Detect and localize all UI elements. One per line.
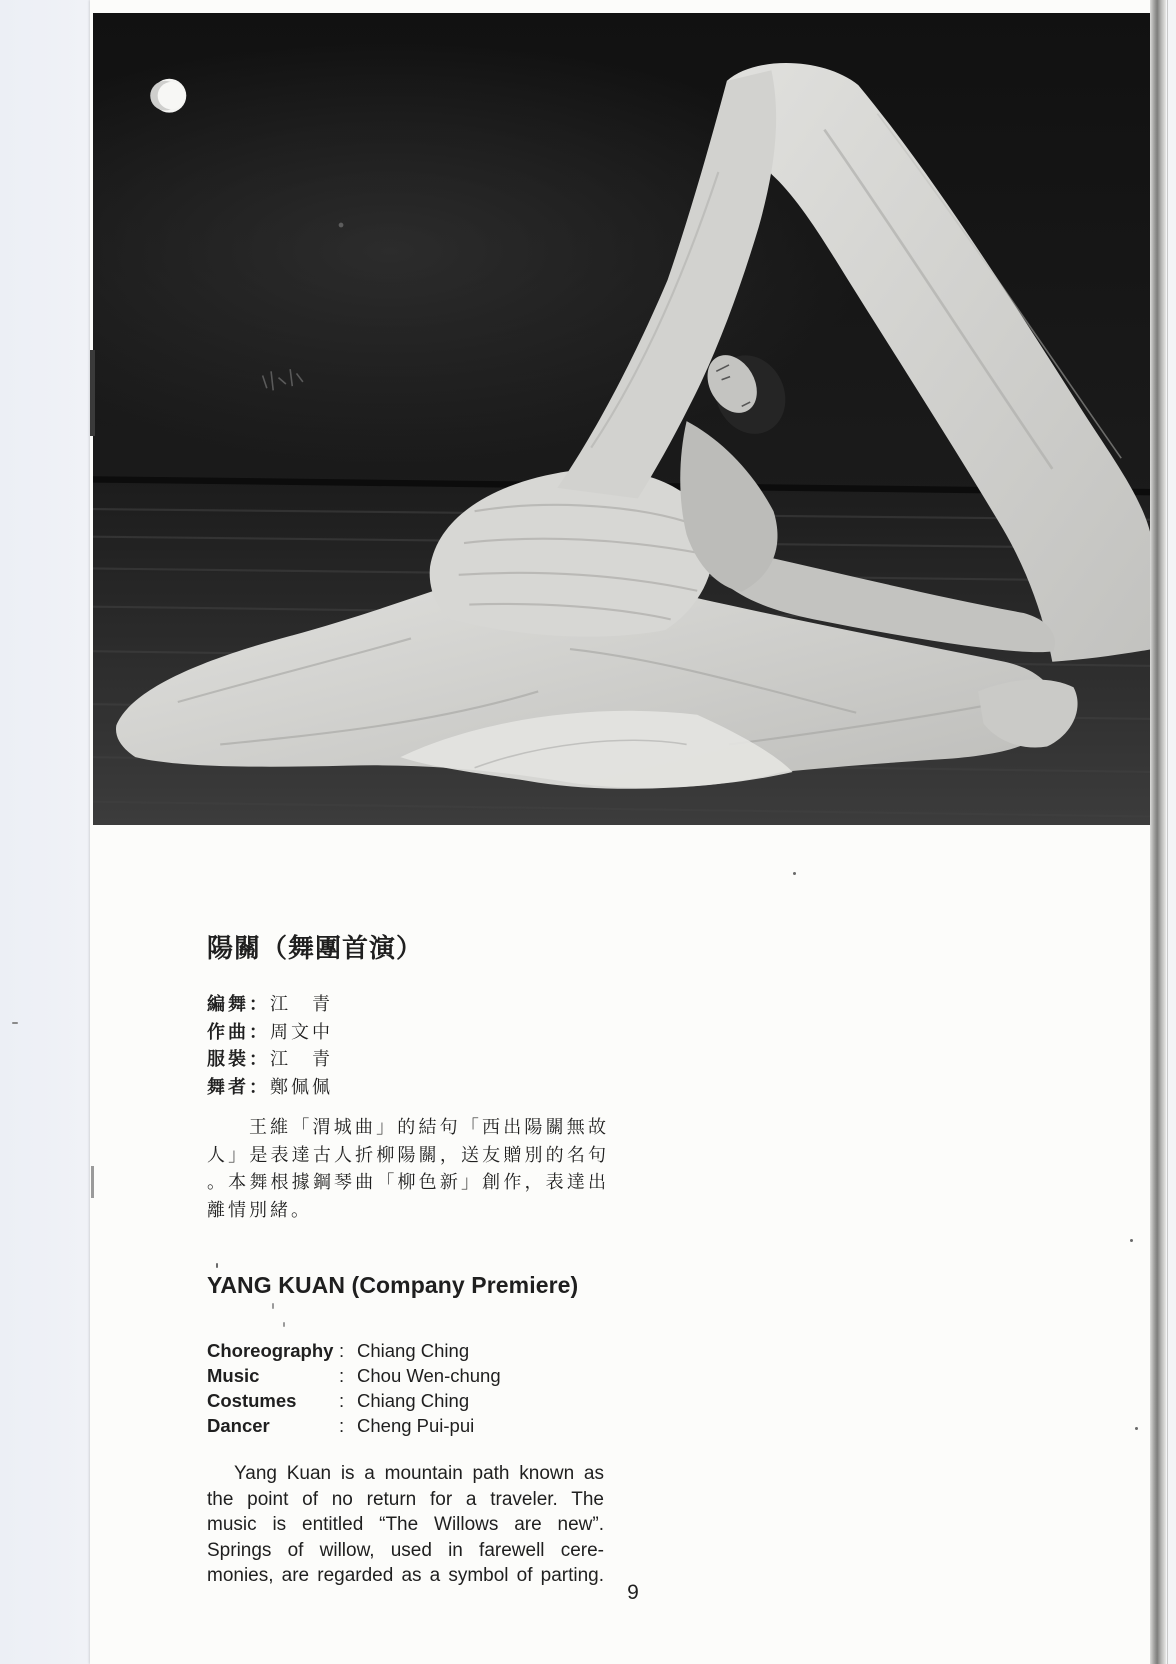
dancer-photo [93,13,1153,825]
credit-label: 作曲 [207,1021,249,1043]
credit-colon: ： [249,994,270,1015]
credit-value: Chiang Ching [357,1340,470,1361]
page-edge-mark [91,1166,94,1198]
paragraph-line: 人」是表達古人折柳陽關，送友贈別的名句 [207,1144,606,1166]
credit-colon: ： [249,1021,270,1043]
chinese-credit-row [207,1074,333,1102]
binding-mark [90,350,95,436]
scan-speck [12,1022,18,1024]
english-credit-row [207,1413,501,1438]
english-credit-row [207,1338,501,1363]
paragraph-line: 。本舞根據鋼琴曲「柳色新」創作，表達出 [207,1172,606,1194]
english-credits [207,1338,501,1438]
paragraph-line: Yang Kuan is a mountain path known as [234,1463,604,1484]
credit-colon: ： [249,1049,270,1070]
scan-speck [1135,1427,1138,1430]
credit-label: Dancer [207,1415,270,1436]
paragraph-line: the point of no return for a traveler. The [207,1488,604,1510]
credit-value: Chiang Ching [357,1390,470,1411]
credit-value: Cheng Pui-pui [357,1415,475,1436]
credit-value: 江 青 [270,994,333,1015]
paragraph-line: Springs of willow, used in farewell cere- [207,1539,604,1561]
scan-speck [272,1303,274,1309]
english-credit-row [207,1363,501,1388]
credit-value: 江 青 [270,1049,333,1070]
chinese-title: 陽關（舞團首演） [207,934,424,964]
credit-colon: : [339,1340,345,1361]
english-title: YANG KUAN (Company Premiere) [207,1272,579,1298]
credit-colon: : [339,1415,345,1436]
credit-label: Costumes [207,1390,297,1411]
scan-speck [283,1322,285,1327]
credit-value: 周文中 [270,1021,333,1043]
credit-label: 編舞 [207,994,249,1015]
credit-colon: ： [249,1076,270,1098]
paragraph-line: music is entitled “The Willows are new”. [207,1514,604,1535]
credit-label: 服裝 [207,1049,249,1070]
credit-colon: : [339,1390,345,1411]
chinese-credit-row [207,1019,333,1047]
paragraph-line: 王維「渭城曲」的結句「西出陽關無故 [249,1117,606,1138]
credit-value: 鄭佩佩 [270,1076,333,1098]
paragraph-line: monies, are regarded as a symbol of parting. [207,1565,604,1586]
scan-speck [793,872,796,875]
english-description [207,1461,604,1589]
credit-label: Choreography [207,1340,334,1361]
paragraph-line: 離情別緒。 [207,1200,312,1222]
scan-speck [1130,1239,1133,1242]
chinese-description [207,1114,606,1225]
chinese-credit-row [207,991,333,1019]
page-binding-edge [1150,0,1166,1664]
credit-value: Chou Wen-chung [357,1365,501,1386]
credit-colon: : [339,1365,345,1386]
page-binding-line [1167,0,1168,1664]
english-credit-row [207,1388,501,1413]
scan-speck [216,1263,218,1268]
chinese-credits [207,991,333,1101]
page-number: 9 [627,1581,639,1604]
chinese-credit-row [207,1046,333,1074]
credit-label: Music [207,1365,260,1386]
credit-label: 舞者 [207,1076,249,1098]
